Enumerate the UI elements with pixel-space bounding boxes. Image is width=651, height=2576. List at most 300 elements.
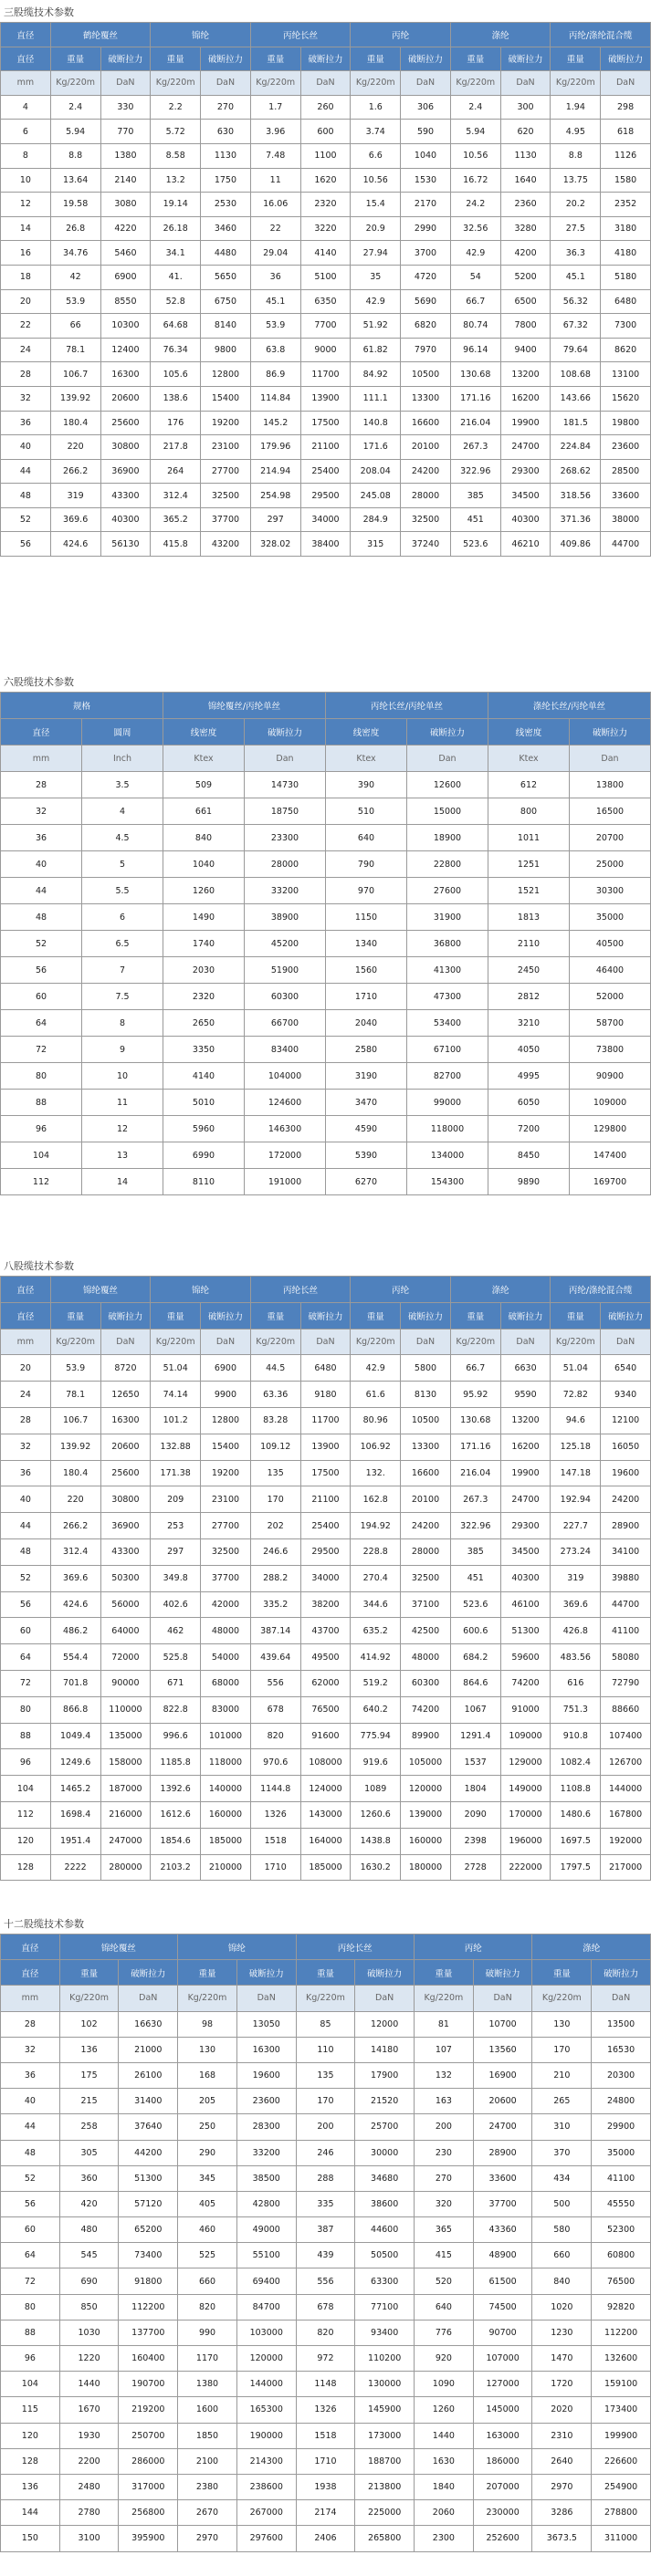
table-cell: 9340 xyxy=(601,1382,651,1408)
table-row xyxy=(1,1696,651,1723)
table-cell: 37700 xyxy=(201,507,251,532)
table-cell: 34.1 xyxy=(151,241,201,266)
table-cell: 1612.6 xyxy=(151,1801,201,1828)
table-cell: 2380 xyxy=(178,2474,237,2499)
table-cell: 6990 xyxy=(163,1142,245,1169)
table-cell: 5460 xyxy=(100,241,151,266)
table-cell: 519.2 xyxy=(351,1670,401,1696)
table-cell: 49000 xyxy=(236,2217,296,2243)
table-cell: 25600 xyxy=(100,411,151,435)
table-cell: 520 xyxy=(415,2268,474,2294)
table-cell: 1440 xyxy=(415,2423,474,2448)
group-header-cell: 涤纶 xyxy=(450,1277,551,1303)
table-cell: 288.2 xyxy=(250,1565,300,1591)
table-cell: 434 xyxy=(532,2165,592,2191)
table-cell: 660 xyxy=(178,2268,237,2294)
table-cell: 16200 xyxy=(500,386,551,411)
table-cell: 145900 xyxy=(355,2397,415,2423)
table-cell: 188700 xyxy=(355,2448,415,2474)
table-cell: 134000 xyxy=(407,1142,488,1169)
table-cell: 556 xyxy=(296,2268,355,2294)
table-row xyxy=(1,193,651,217)
table-cell: 48900 xyxy=(473,2243,532,2268)
table-cell: 27700 xyxy=(201,459,251,484)
table-row xyxy=(1,1382,651,1408)
table-row xyxy=(1,1142,651,1169)
table-cell: 317000 xyxy=(119,2474,178,2499)
table-cell: 20100 xyxy=(401,1486,451,1513)
table-cell: 30300 xyxy=(570,878,651,904)
table-cell: 640.2 xyxy=(351,1696,401,1723)
table-cell: 1797.5 xyxy=(551,1854,601,1881)
table-cell: 37100 xyxy=(401,1591,451,1618)
table-cell: 101.2 xyxy=(151,1407,201,1434)
table-cell: 850 xyxy=(59,2294,119,2320)
table-cell: 1670 xyxy=(59,2397,119,2423)
table-cell: 972 xyxy=(296,2346,355,2372)
unit-cell: DaN xyxy=(119,1986,178,2011)
column-header-cell: 重量 xyxy=(296,1960,355,1986)
table-cell: 22 xyxy=(250,216,300,241)
column-header-cell: 重量 xyxy=(415,1960,474,1986)
unit-cell: DaN xyxy=(300,71,351,96)
table-cell: 11700 xyxy=(300,362,351,387)
table-row xyxy=(1,2397,651,2423)
table-cell: 545 xyxy=(59,2243,119,2268)
table-cell: 462 xyxy=(151,1618,201,1644)
table-cell: 45200 xyxy=(245,931,326,957)
table-cell: 10500 xyxy=(401,1407,451,1434)
table-cell: 98 xyxy=(178,2011,237,2037)
unit-cell: DaN xyxy=(201,1329,251,1355)
table-cell: 227.7 xyxy=(551,1513,601,1539)
table-cell: 1480.6 xyxy=(551,1801,601,1828)
table-cell: 76.34 xyxy=(151,338,201,362)
table-cell: 9400 xyxy=(500,338,551,362)
table-row xyxy=(1,2346,651,2372)
table-cell: 220 xyxy=(50,1486,100,1513)
table-cell: 7700 xyxy=(300,314,351,339)
table-row xyxy=(1,1407,651,1434)
table-cell: 426.8 xyxy=(551,1618,601,1644)
unit-cell: DaN xyxy=(592,1986,651,2011)
table-cell: 130.68 xyxy=(450,1407,500,1434)
group-header-cell: 丙纶 xyxy=(351,1277,451,1303)
table-row xyxy=(1,1644,651,1671)
table-cell: 6270 xyxy=(326,1169,407,1195)
table-cell: 160000 xyxy=(401,1828,451,1854)
table-cell: 1100 xyxy=(300,143,351,168)
table-cell: 5.94 xyxy=(50,120,100,144)
header-group-row xyxy=(1,1277,651,1303)
table-cell: 254900 xyxy=(592,2474,651,2499)
table-cell: 24700 xyxy=(473,2114,532,2140)
table-cell: 387 xyxy=(296,2217,355,2243)
table-cell: 311000 xyxy=(592,2526,651,2551)
table-cell: 62000 xyxy=(300,1670,351,1696)
table-cell: 26.8 xyxy=(50,216,100,241)
table-cell: 159100 xyxy=(592,2372,651,2397)
table-cell: 34680 xyxy=(355,2165,415,2191)
table-cell: 319 xyxy=(50,484,100,508)
table-cell: 345 xyxy=(178,2165,237,2191)
table-row xyxy=(1,507,651,532)
table-cell: 41300 xyxy=(407,957,488,984)
table-cell: 1750 xyxy=(201,168,251,193)
table-cell: 8620 xyxy=(601,338,651,362)
table-cell: 199900 xyxy=(592,2423,651,2448)
table-cell: 43360 xyxy=(473,2217,532,2243)
table-row xyxy=(1,2372,651,2397)
table-cell: 2640 xyxy=(532,2448,592,2474)
table-cell: 61.6 xyxy=(351,1382,401,1408)
table-cell: 36 xyxy=(250,265,300,289)
table-cell: 24 xyxy=(1,338,51,362)
table-cell: 319 xyxy=(551,1565,601,1591)
table-cell: 19.58 xyxy=(50,193,100,217)
group-header-cell: 锦纶覆丝 xyxy=(59,1935,177,1960)
table-cell: 640 xyxy=(415,2294,474,2320)
table-row xyxy=(1,1434,651,1460)
table-cell: 30000 xyxy=(355,2140,415,2165)
table-cell: 250700 xyxy=(119,2423,178,2448)
table-cell: 1951.4 xyxy=(50,1828,100,1854)
table-cell: 1260 xyxy=(163,878,245,904)
table-cell: 17500 xyxy=(300,1460,351,1486)
table-cell: 349.8 xyxy=(151,1565,201,1591)
table-cell: 385 xyxy=(450,484,500,508)
table-cell: 2.2 xyxy=(151,95,201,120)
table-cell: 165300 xyxy=(236,2397,296,2423)
unit-cell: Dan xyxy=(407,746,488,772)
table-cell: 360 xyxy=(59,2165,119,2191)
table-cell: 51.92 xyxy=(351,314,401,339)
table-row xyxy=(1,2011,651,2037)
table-row xyxy=(1,2294,651,2320)
table-cell: 1082.4 xyxy=(551,1749,601,1776)
table-cell: 267000 xyxy=(236,2500,296,2526)
table-cell: 1326 xyxy=(296,2397,355,2423)
table-cell: 14 xyxy=(1,216,51,241)
table-cell: 32.56 xyxy=(450,216,500,241)
table-cell: 4200 xyxy=(500,241,551,266)
table-cell: 101000 xyxy=(201,1723,251,1749)
table-cell: 12600 xyxy=(407,772,488,798)
table-cell: 1840 xyxy=(415,2474,474,2499)
table-cell: 19900 xyxy=(500,1460,551,1486)
table-cell: 16300 xyxy=(236,2037,296,2062)
table-cell: 52000 xyxy=(570,984,651,1010)
table-cell: 32 xyxy=(1,386,51,411)
table-cell: 365.2 xyxy=(151,507,201,532)
table-cell: 205 xyxy=(178,2089,237,2114)
table-cell: 1804 xyxy=(450,1776,500,1802)
table-cell: 3.5 xyxy=(82,772,163,798)
table-cell: 172000 xyxy=(245,1142,326,1169)
table-cell: 2728 xyxy=(450,1854,500,1881)
table-row xyxy=(1,1460,651,1486)
table-cell: 33600 xyxy=(473,2165,532,2191)
table-cell: 10.56 xyxy=(450,143,500,168)
table-row xyxy=(1,2140,651,2165)
table-cell: 300 xyxy=(500,95,551,120)
table-cell: 146300 xyxy=(245,1116,326,1142)
table-cell: 53.9 xyxy=(50,1355,100,1382)
table-cell: 217000 xyxy=(601,1854,651,1881)
table-cell: 288 xyxy=(296,2165,355,2191)
table-cell: 109000 xyxy=(570,1090,651,1116)
table-cell: 1.94 xyxy=(551,95,601,120)
table-cell: 21100 xyxy=(300,435,351,460)
table-cell: 170 xyxy=(296,2089,355,2114)
table-cell: 278800 xyxy=(592,2500,651,2526)
table-cell: 120000 xyxy=(236,2346,296,2372)
table-cell: 83000 xyxy=(201,1696,251,1723)
table-cell: 910.8 xyxy=(551,1723,601,1749)
table-cell: 96 xyxy=(1,2346,60,2372)
table-cell: 864.6 xyxy=(450,1670,500,1696)
table-cell: 53.9 xyxy=(50,289,100,314)
table-cell: 74500 xyxy=(473,2294,532,2320)
table-cell: 24200 xyxy=(401,1513,451,1539)
column-header-cell: 线密度 xyxy=(488,719,570,746)
table-cell: 33200 xyxy=(245,878,326,904)
table-cell: 1130 xyxy=(500,143,551,168)
table-row xyxy=(1,1538,651,1565)
table-cell: 26.18 xyxy=(151,216,201,241)
table-cell: 126700 xyxy=(601,1749,651,1776)
table-cell: 1291.4 xyxy=(450,1723,500,1749)
table-cell: 1438.8 xyxy=(351,1828,401,1854)
group-header-cell: 直径 xyxy=(1,23,51,47)
table-cell: 640 xyxy=(326,825,407,851)
table-cell: 684.2 xyxy=(450,1644,500,1671)
table-cell: 109000 xyxy=(500,1723,551,1749)
table-cell: 661 xyxy=(163,798,245,825)
table-cell: 64 xyxy=(1,1010,82,1037)
table-cell: 322.96 xyxy=(450,459,500,484)
table-cell: 56 xyxy=(1,957,82,984)
table-cell: 13050 xyxy=(236,2011,296,2037)
table-cell: 10 xyxy=(82,1063,163,1090)
table-row xyxy=(1,2448,651,2474)
table-cell: 2040 xyxy=(326,1010,407,1037)
table-cell: 35000 xyxy=(570,904,651,931)
unit-cell: DaN xyxy=(201,71,251,96)
table-row xyxy=(1,241,651,266)
table-cell: 612 xyxy=(488,772,570,798)
group-header-cell: 直径 xyxy=(1,1935,60,1960)
table-cell: 5200 xyxy=(500,265,551,289)
table-cell: 44 xyxy=(1,1513,51,1539)
table-cell: 214.94 xyxy=(250,459,300,484)
table-cell: 64 xyxy=(1,1644,51,1671)
table-cell: 8130 xyxy=(401,1382,451,1408)
table-cell: 297600 xyxy=(236,2526,296,2551)
unit-cell: DaN xyxy=(236,1986,296,2011)
table-cell: 4480 xyxy=(201,241,251,266)
table-cell: 52 xyxy=(1,931,82,957)
column-header-cell: 破断拉力 xyxy=(245,719,326,746)
table-cell: 187000 xyxy=(100,1776,151,1802)
table-cell: 67.32 xyxy=(551,314,601,339)
table-cell: 130000 xyxy=(355,2372,415,2397)
table-cell: 16600 xyxy=(401,1460,451,1486)
table-cell: 2110 xyxy=(488,931,570,957)
table-cell: 91600 xyxy=(300,1723,351,1749)
table-cell: 143000 xyxy=(300,1801,351,1828)
table-cell: 5800 xyxy=(401,1355,451,1382)
table-cell: 16 xyxy=(1,241,51,266)
table-cell: 24200 xyxy=(601,1486,651,1513)
table-cell: 73800 xyxy=(570,1037,651,1063)
table-cell: 1521 xyxy=(488,878,570,904)
table-cell: 286000 xyxy=(119,2448,178,2474)
table-row xyxy=(1,2089,651,2114)
table-cell: 45.1 xyxy=(551,265,601,289)
table-cell: 56 xyxy=(1,2191,60,2216)
table-cell: 328.02 xyxy=(250,532,300,557)
table-cell: 130 xyxy=(178,2037,237,2062)
column-header-cell: 线密度 xyxy=(163,719,245,746)
table-cell: 1380 xyxy=(178,2372,237,2397)
table-cell: 175 xyxy=(59,2062,119,2088)
table-cell: 207000 xyxy=(473,2474,532,2499)
table-cell: 2406 xyxy=(296,2526,355,2551)
table-cell: 83400 xyxy=(245,1037,326,1063)
table-cell: 260 xyxy=(300,95,351,120)
table-row xyxy=(1,904,651,931)
table-cell: 5180 xyxy=(601,265,651,289)
table-cell: 13.64 xyxy=(50,168,100,193)
table-cell: 15.4 xyxy=(351,193,401,217)
table-row xyxy=(1,314,651,339)
table-cell: 13200 xyxy=(500,1407,551,1434)
table-cell: 9890 xyxy=(488,1169,570,1195)
table-cell: 635.2 xyxy=(351,1618,401,1644)
table-cell: 46100 xyxy=(500,1591,551,1618)
group-header-cell: 规格 xyxy=(1,693,163,719)
table-cell: 20300 xyxy=(592,2062,651,2088)
table-cell: 127000 xyxy=(473,2372,532,2397)
table-cell: 74200 xyxy=(401,1696,451,1723)
table-cell: 24800 xyxy=(592,2089,651,2114)
table-cell: 48 xyxy=(1,484,51,508)
table-cell: 1020 xyxy=(532,2294,592,2320)
column-header-cell: 重量 xyxy=(50,47,100,71)
table-cell: 42.9 xyxy=(450,241,500,266)
table-cell: 108000 xyxy=(300,1749,351,1776)
table-cell: 23600 xyxy=(601,435,651,460)
table-cell: 63.36 xyxy=(250,1382,300,1408)
unit-cell: DaN xyxy=(473,1986,532,2011)
table-cell: 297 xyxy=(250,507,300,532)
table-cell: 1740 xyxy=(163,931,245,957)
table-cell: 16630 xyxy=(119,2011,178,2037)
table-cell: 40 xyxy=(1,851,82,878)
table-cell: 14 xyxy=(82,1169,163,1195)
table-cell: 4590 xyxy=(326,1116,407,1142)
table-row xyxy=(1,362,651,387)
table-cell: 268.62 xyxy=(551,459,601,484)
table-cell: 54000 xyxy=(201,1644,251,1671)
table-cell: 200 xyxy=(415,2114,474,2140)
table-cell: 2670 xyxy=(178,2500,237,2526)
table-cell: 12800 xyxy=(201,1407,251,1434)
column-header-cell: 直径 xyxy=(1,1302,51,1329)
table-cell: 297 xyxy=(151,1538,201,1565)
table-cell: 145.2 xyxy=(250,411,300,435)
table-row xyxy=(1,2037,651,2062)
table-cell: 1530 xyxy=(401,168,451,193)
table-cell: 124000 xyxy=(300,1776,351,1802)
table-cell: 320 xyxy=(415,2191,474,2216)
table-cell: 129800 xyxy=(570,1116,651,1142)
column-header-cell: 破断拉力 xyxy=(401,1302,451,1329)
group-header-cell: 丙纶 xyxy=(415,1935,532,1960)
unit-cell: Kg/220m xyxy=(351,1329,401,1355)
table-cell: 820 xyxy=(250,1723,300,1749)
table-cell: 580 xyxy=(532,2217,592,2243)
table-cell: 74200 xyxy=(500,1670,551,1696)
table-cell: 106.7 xyxy=(50,1407,100,1434)
group-header-cell: 丙纶长丝/丙纶单丝 xyxy=(326,693,488,719)
table-cell: 76500 xyxy=(300,1696,351,1723)
table-cell: 162.8 xyxy=(351,1486,401,1513)
table-cell: 90900 xyxy=(570,1063,651,1090)
table-cell: 66.7 xyxy=(450,1355,500,1382)
table-cell: 38900 xyxy=(245,904,326,931)
table-cell: 3.96 xyxy=(250,120,300,144)
table-cell: 66 xyxy=(50,314,100,339)
table-cell: 104 xyxy=(1,1142,82,1169)
table-cell: 190000 xyxy=(236,2423,296,2448)
table-cell: 22 xyxy=(1,314,51,339)
table-cell: 80 xyxy=(1,2294,60,2320)
table-cell: 1560 xyxy=(326,957,407,984)
table-cell: 12000 xyxy=(355,2011,415,2037)
table-cell: 4.5 xyxy=(82,825,163,851)
table-cell: 36 xyxy=(1,825,82,851)
table-cell: 5690 xyxy=(401,289,451,314)
table-cell: 96.14 xyxy=(450,338,500,362)
table-cell: 74.14 xyxy=(151,1382,201,1408)
header-column-row xyxy=(1,719,651,746)
table-cell: 52 xyxy=(1,1565,51,1591)
table-cell: 64 xyxy=(1,2243,60,2268)
table-cell: 2812 xyxy=(488,984,570,1010)
table-cell: 19200 xyxy=(201,1460,251,1486)
table-row xyxy=(1,1169,651,1195)
table-cell: 72000 xyxy=(100,1644,151,1671)
table-row xyxy=(1,216,651,241)
table-row xyxy=(1,484,651,508)
unit-row xyxy=(1,1986,651,2011)
table-cell: 219200 xyxy=(119,2397,178,2423)
table-cell: 150 xyxy=(1,2526,60,2551)
column-header-cell: 直径 xyxy=(1,1960,60,1986)
table-cell: 39880 xyxy=(601,1565,651,1591)
table-row xyxy=(1,2526,651,2551)
table-cell: 135 xyxy=(296,2062,355,2088)
group-header-cell: 丙纶/涤纶混合缆 xyxy=(551,1277,651,1303)
table-cell: 40 xyxy=(1,435,51,460)
unit-cell: Kg/220m xyxy=(50,1329,100,1355)
table-cell: 4140 xyxy=(300,241,351,266)
table-cell: 424.6 xyxy=(50,532,100,557)
table-row xyxy=(1,265,651,289)
table-cell: 45550 xyxy=(592,2191,651,2216)
